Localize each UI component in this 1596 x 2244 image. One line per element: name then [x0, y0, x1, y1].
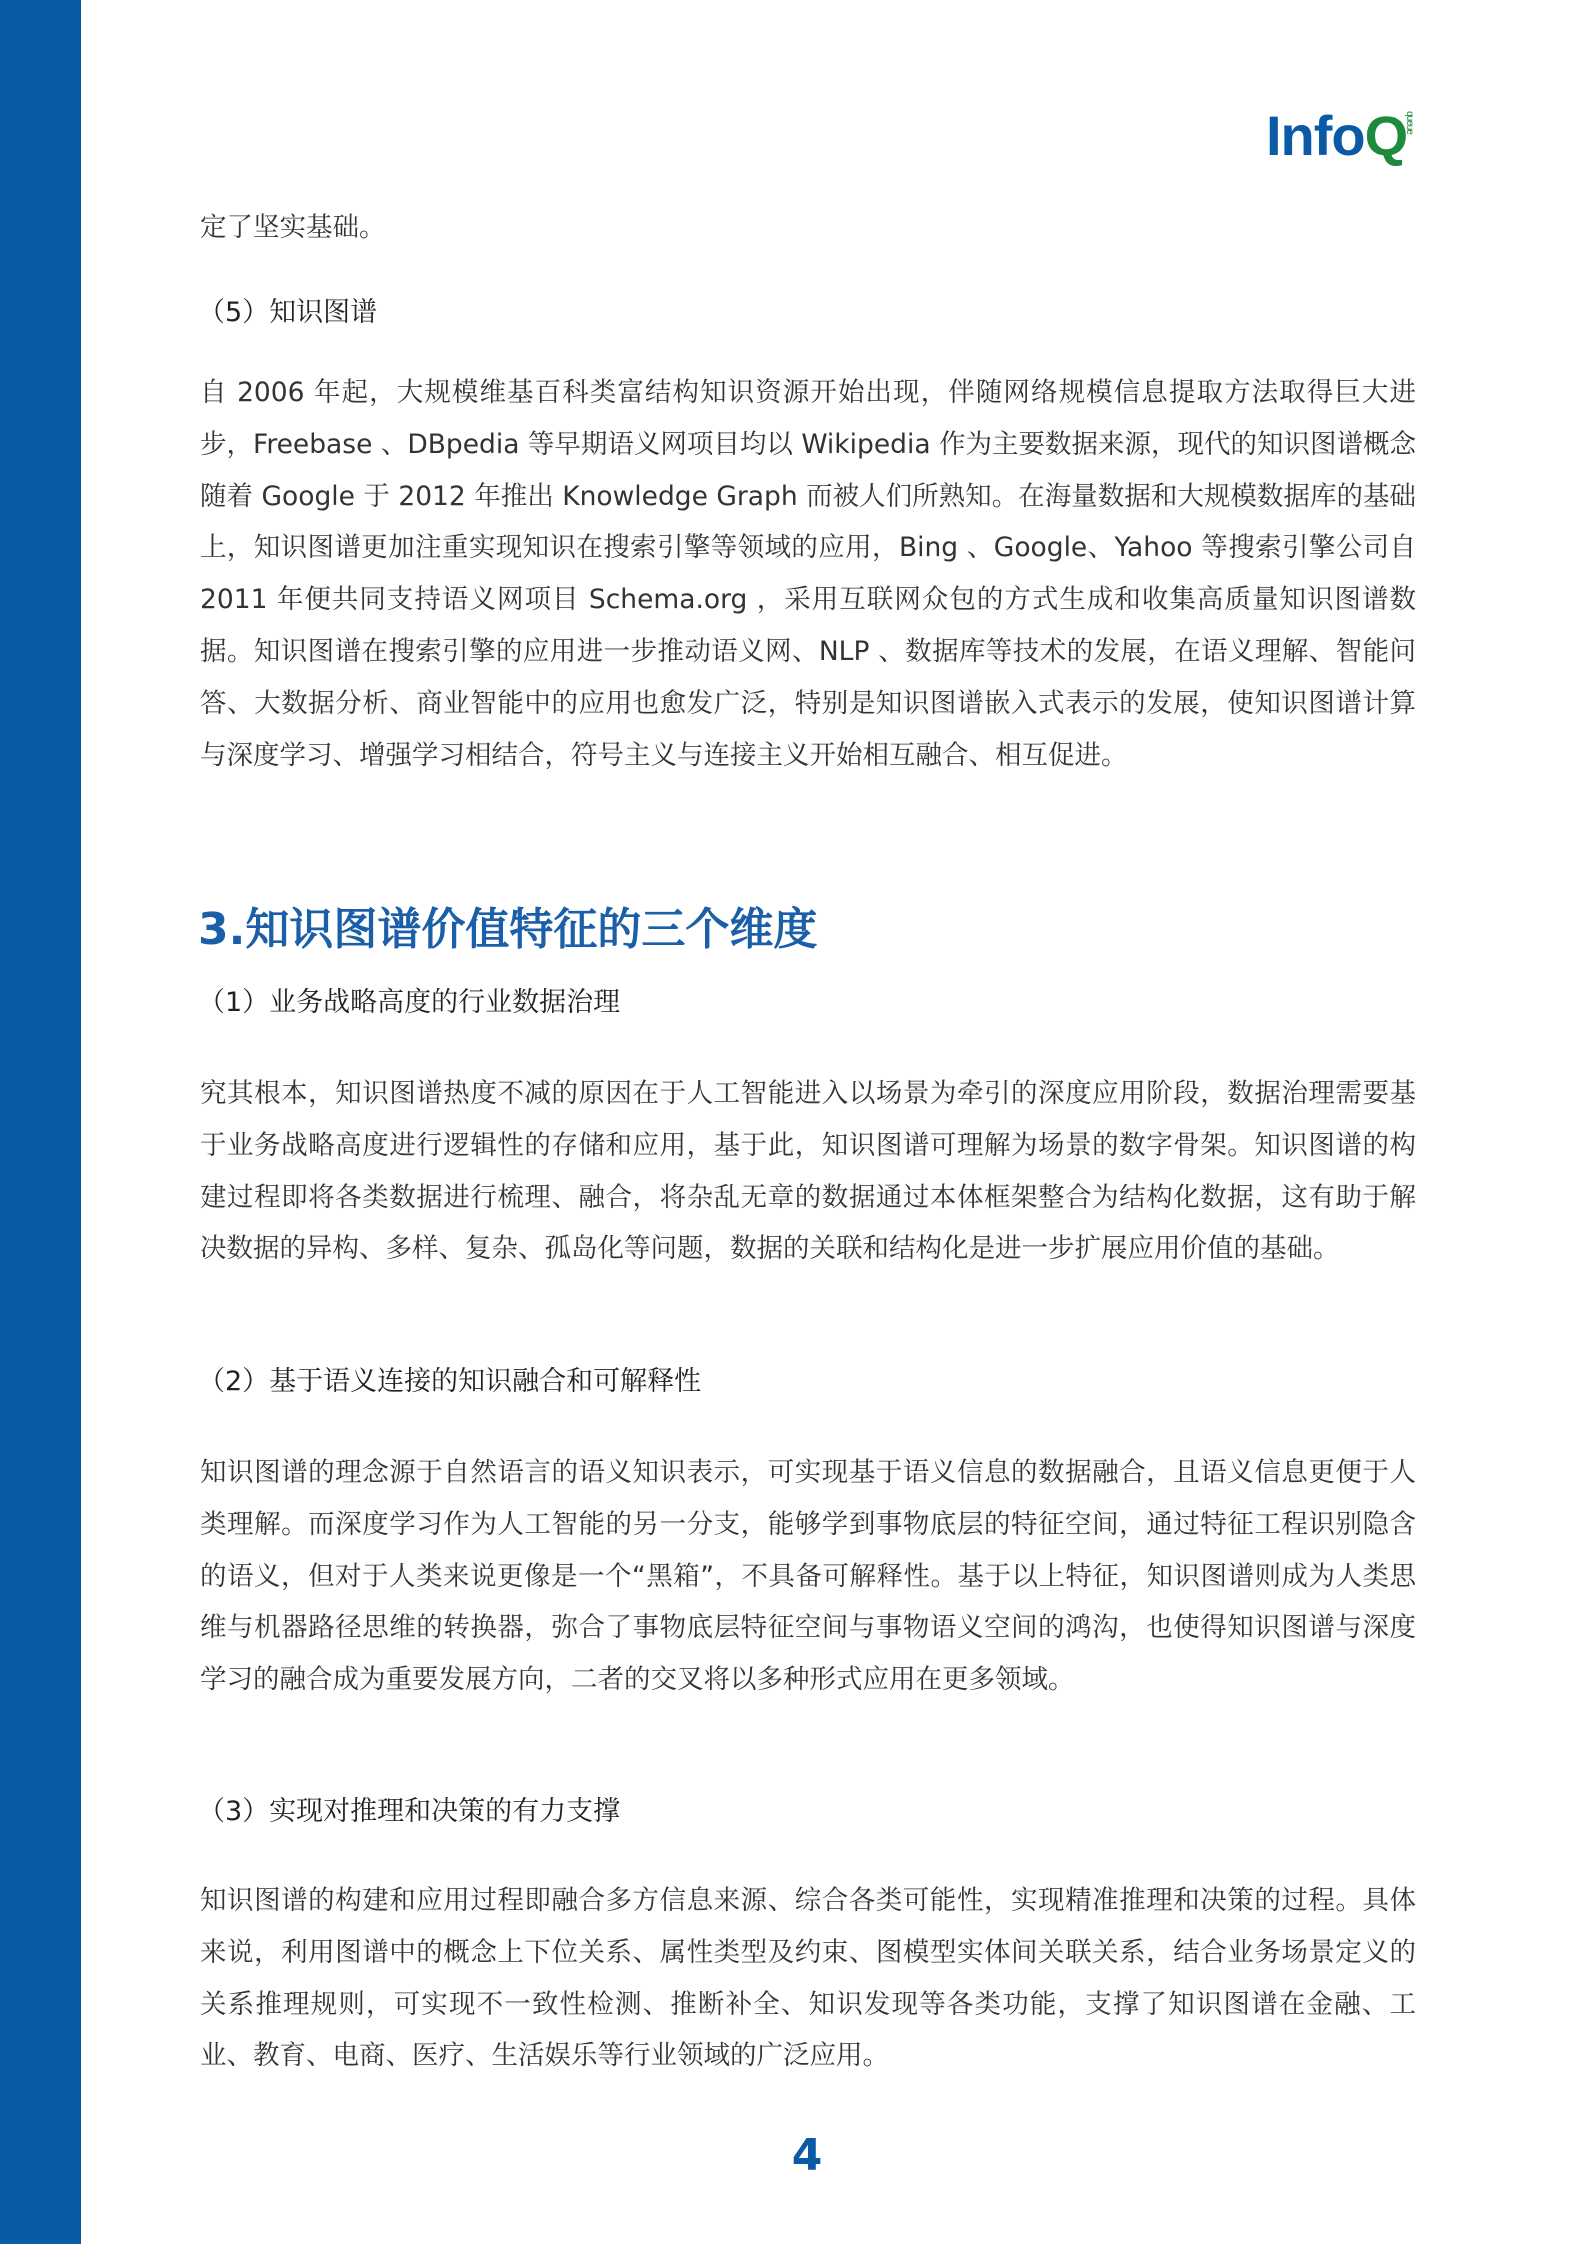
side-color-bar: [0, 0, 81, 2244]
paragraph-2: 知识图谱的理念源于自然语言的语义知识表示，可实现基于语义信息的数据融合，且语义信息更便于人类理解。而深度学习作为人工智能的另一分支，能够学到事物底层的特征空间，通过特征工程识别隐含的语义，但对于人类来说更像是一个“黑箱”，不具备可解释性。基于以上特征，知识图谱则成为人类思维与机器路径思维的转换器，弥合了事物底层特征空间与事物语义空间的鸿沟，也使得知识图谱与深度学习的融合成为重要发展方向，二者的交叉将以多种形式应用在更多领域。: [200, 1457, 1416, 1696]
lead-line: 定了坚实基础。: [200, 212, 386, 243]
logo-text: Info: [1266, 104, 1365, 167]
paragraph-3: 知识图谱的构建和应用过程即融合多方信息来源、综合各类可能性，实现精准推理和决策的过程。具体来说，利用图谱中的概念上下位关系、属性类型及约束、图模型实体间关联关系，结合业务场景定义的关系推理规则，可实现不一致性检测、推断补全、知识发现等各类功能，支撑了知识图谱在金融、工业、教育、电商、医疗、生活娱乐等行业领域的广泛应用。: [200, 1885, 1416, 2072]
page-number: 4: [791, 2130, 823, 2181]
paragraph-1: 究其根本，知识图谱热度不减的原因在于人工智能进入以场景为牵引的深度应用阶段，数据治理需要基于业务战略高度进行逻辑性的存储和应用，基于此，知识图谱可理解为场景的数字骨架。知识图谱的构建过程即将各类数据进行梳理、融合，将杂乱无章的数据通过本体框架整合为结构化数据，这有助于解决数据的异构、多样、复杂、孤岛化等问题，数据的关联和结构化是进一步扩展应用价值的基础。: [200, 1078, 1416, 1265]
section-heading: 3.知识图谱价值特征的三个维度: [198, 904, 818, 955]
subheading-knowledge-graph: （5）知识图谱: [198, 297, 378, 328]
logo-queue: queue: [1404, 111, 1416, 134]
infoq-logo: [1266, 103, 1416, 168]
subheading-3: （3）实现对推理和决策的有力支撑: [198, 1796, 621, 1827]
paragraph-knowledge-graph: 自 2006 年起，大规模维基百科类富结构知识资源开始出现，伴随网络规模信息提取方法取得巨大进步，Freebase 、DBpedia 等早期语义网项目均以 Wikipedia 作为主要数据来源，现代的知识图谱概念随着 Google 于 2012 年推出 Knowledge Graph 而被人们所熟知。在海量数据和大规模数据库的基础上，知识图谱更加注重实现知识在搜索引擎等领域的应用，Bing 、Google、Yahoo 等搜索引擎公司自 2011 年便共同支持语义网项目 Schema.org ，采用互联网众包的方式生成和收集高质量知识图谱数据。知识图谱在搜索引擎的应用进一步推动语义网、NLP 、数据库等技术的发展，在语义理解、智能问答、大数据分析、商业智能中的应用也愈发广泛，特别是知识图谱嵌入式表示的发展，使知识图谱计算与深度学习、增强学习相结合，符号主义与连接主义开始相互融合、相互促进。: [200, 377, 1416, 771]
subheading-2: （2）基于语义连接的知识融合和可解释性: [198, 1366, 702, 1397]
subheading-1: （1）业务战略高度的行业数据治理: [198, 987, 621, 1018]
logo-q: Q: [1364, 104, 1408, 167]
